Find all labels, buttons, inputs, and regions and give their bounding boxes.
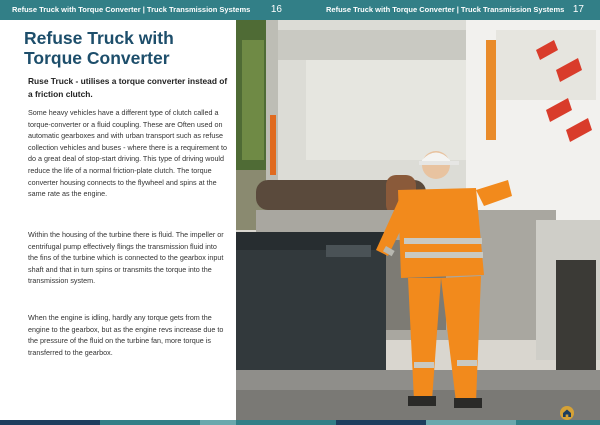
footer-segment-6 [426,420,516,425]
body-paragraph-2: Within the housing of the turbine there is fluid. The impeller or centrifugal pump effectively flings the transmission fluid into the fins of the turbine which is connected to the gearbox input shaft and that in turn spins or transmits the torque into the transmission system. [28,230,224,286]
header-right-title: Refuse Truck with Torque Converter | Truck Transmission Systems [326,5,565,14]
page-number-left: 16 [270,4,282,15]
footer-segment-1 [0,420,100,425]
body-paragraph-3: When the engine is idling, hardly any torque gets from the engine to the gearbox, but as the engine revs increase due to the pressure of the fluid on the turbine fan, more torque is transferred to the gearbox. [28,313,224,357]
header-left [0,0,300,20]
header-right [300,0,600,20]
footer-segment-5 [336,420,426,425]
home-button[interactable] [560,406,574,420]
refuse-truck-illustration [236,20,600,420]
footer-segment-2 [100,420,200,425]
page-heading: Refuse Truck with Torque Converter [24,28,174,68]
footer-segment-3 [200,420,236,425]
home-icon [560,406,574,420]
footer-bar [0,420,600,425]
footer-segment-4 [236,420,336,425]
refuse-truck-photo [236,20,600,420]
lead-paragraph: Ruse Truck - utilises a torque converter instead of a friction clutch. [28,76,228,99]
footer-segment-7 [516,420,600,425]
body-paragraph-1: Some heavy vehicles have a different type of clutch called a torque-converter or a fluid coupling. These are Often used on automatic gearboxes and with urban transport such as refuse collection vehicles and buses - where there is a requirement to do a great deal of stop-start driving. This type of driving would reduce the life of a normal friction-plate clutch. The torque converter housing connects to the flywheel and spins at the same rate as the engine. [28,108,227,199]
page-number-right: 17 [572,4,584,15]
header-left-title: Refuse Truck with Torque Converter | Truck Transmission Systems [12,5,251,14]
